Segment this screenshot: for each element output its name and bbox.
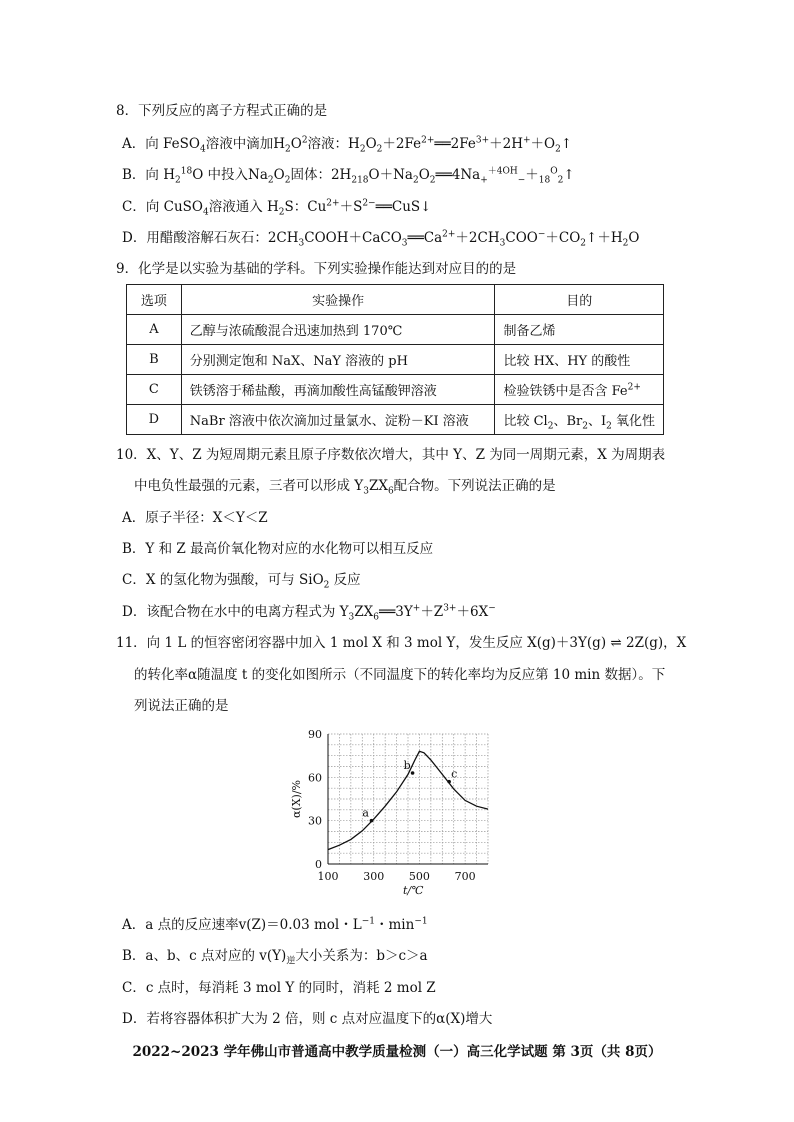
q11-option-b: B．a、b、c 点对应的 $v(Y)_逆$大小关系为：b＞c＞a	[122, 948, 428, 967]
row-option: B	[127, 345, 182, 375]
y-tick-label: 90	[308, 728, 322, 741]
y-tick-label: 60	[308, 771, 322, 785]
q10-option-a: A．原子半径：X＜Y＜Z	[122, 510, 268, 526]
point-label-a: a	[362, 806, 369, 820]
q11-stem-line2: 的转化率α随温度 t 的变化如图所示（不同温度下的转化率均为反应第 10 min 数据）。下	[134, 667, 666, 683]
x-tick-label: 300	[363, 870, 385, 883]
q10-option-c: C．X 的氢化物为强酸，可与 SiO$_2$ 反应	[122, 572, 361, 591]
row-option: A	[127, 315, 182, 345]
experiment-table	[126, 284, 664, 435]
q11-stem-line1: 11．向 1 L 的恒容密闭容器中加入 1 mol X 和 3 mol Y，发生反应 X(g)＋3Y(g) ⇌ 2Z(g)，X	[116, 635, 687, 651]
conversion-temperature-chart	[290, 722, 500, 897]
q10-stem-line1: 10．X、Y、Z 为短周期元素且原子序数依次增大，其中 Y、Z 为同一周期元素，X 为周期表	[116, 447, 666, 463]
point-label-c: c	[451, 767, 458, 781]
row-option: C	[127, 375, 182, 405]
header-operation: 实验操作	[181, 285, 495, 315]
y-tick-label: 0	[315, 858, 322, 871]
table-header-row	[127, 285, 664, 315]
q8-option-b: B．向 $H_2^{18}O$ 中投入$Na_2O_2$固体：$2H_{218}O+Na_2O_2══4Na_+^{+4OH}_-+_{18}^O_2↑$	[122, 166, 575, 186]
q8-option-d: D．用醋酸溶解石灰石：$2CH_3COOH+CaCO_3══Ca^{2+}+2CH_3COO^-+CO_2↑+H_2O$	[122, 229, 640, 249]
row-operation: 分别测定饱和 NaX、NaY 溶液的 pH	[181, 345, 495, 375]
y-axis-label: α(X)/%	[290, 779, 303, 819]
table-row	[127, 315, 664, 345]
q9-stem: 9．化学是以实验为基础的学科。下列实验操作能达到对应目的的是	[116, 261, 517, 277]
q11-option-c: C．c 点时，每消耗 3 mol Y 的同时，消耗 2 mol Z	[122, 980, 436, 996]
row-operation: NaBr 溶液中依次滴加过量氯水、淀粉－KI 溶液	[181, 405, 495, 435]
x-tick-label: 100	[317, 870, 339, 883]
row-purpose: 比较 $Cl_2$、$Br_2$、$I_2$ 氧化性	[495, 405, 664, 435]
page-footer: 2022~2023 学年佛山市普通高中教学质量检测（一）高三化学试题 第 3页（共 8页）	[132, 1044, 662, 1060]
q11-option-a: A．a 点的反应速率v(Z)＝0.03 mol・$L^{-1}$・$\min^{-1}$	[122, 916, 428, 933]
table-row	[127, 375, 664, 405]
header-option: 选项	[127, 285, 182, 315]
point-b	[411, 771, 415, 775]
table-row	[127, 345, 664, 375]
q10-stem-line2: 中电负性最强的元素，三者可以形成 $Y_3ZX_6$配合物。下列说法正确的是	[134, 478, 556, 497]
q10-option-d: D．该配合物在水中的电离方程式为 $Y_3ZX_6══3Y^++Z^{3+}+6X^-$	[122, 603, 496, 623]
row-operation: 乙醇与浓硫酸混合迅速加热到 170℃	[181, 315, 495, 345]
y-tick-label: 30	[308, 814, 322, 828]
q11-stem-line3: 列说法正确的是	[134, 698, 229, 714]
x-tick-label: 500	[408, 870, 430, 883]
x-tick-label: 700	[454, 870, 476, 883]
row-purpose: 检验铁锈中是否含 $Fe^{2+}$	[495, 375, 664, 405]
header-purpose: 目的	[495, 285, 664, 315]
chart-ticks	[308, 728, 476, 883]
table-row	[127, 405, 664, 435]
row-operation: 铁锈溶于稀盐酸，再滴加酸性高锰酸钾溶液	[181, 375, 495, 405]
q8-stem: 8．下列反应的离子方程式正确的是	[116, 103, 328, 119]
q10-option-b: B．Y 和 Z 最高价氧化物对应的水化物可以相互反应	[122, 541, 434, 557]
row-option: D	[127, 405, 182, 435]
point-a	[370, 819, 374, 823]
row-purpose: 比较 HX、HY 的酸性	[495, 345, 664, 375]
row-purpose: 制备乙烯	[495, 315, 664, 345]
q11-option-d: D．若将容器体积扩大为 2 倍，则 c 点对应温度下的α(X)增大	[122, 1011, 493, 1027]
chart-points	[362, 759, 457, 822]
point-label-b: b	[403, 759, 411, 772]
q8-option-c: C．向 CuSO$_4$溶液通入 $H_2S$：$Cu^{2+}+S^{2-}══CuS↓$	[122, 198, 432, 218]
x-axis-label: t/℃	[403, 884, 424, 897]
q8-option-a: A．向 FeSO$_4$溶液中滴加$H_2O^2$溶液：$H_2O_2+2Fe^{2+}══2Fe^{3+}+2H^++O_2↑$	[122, 135, 573, 155]
